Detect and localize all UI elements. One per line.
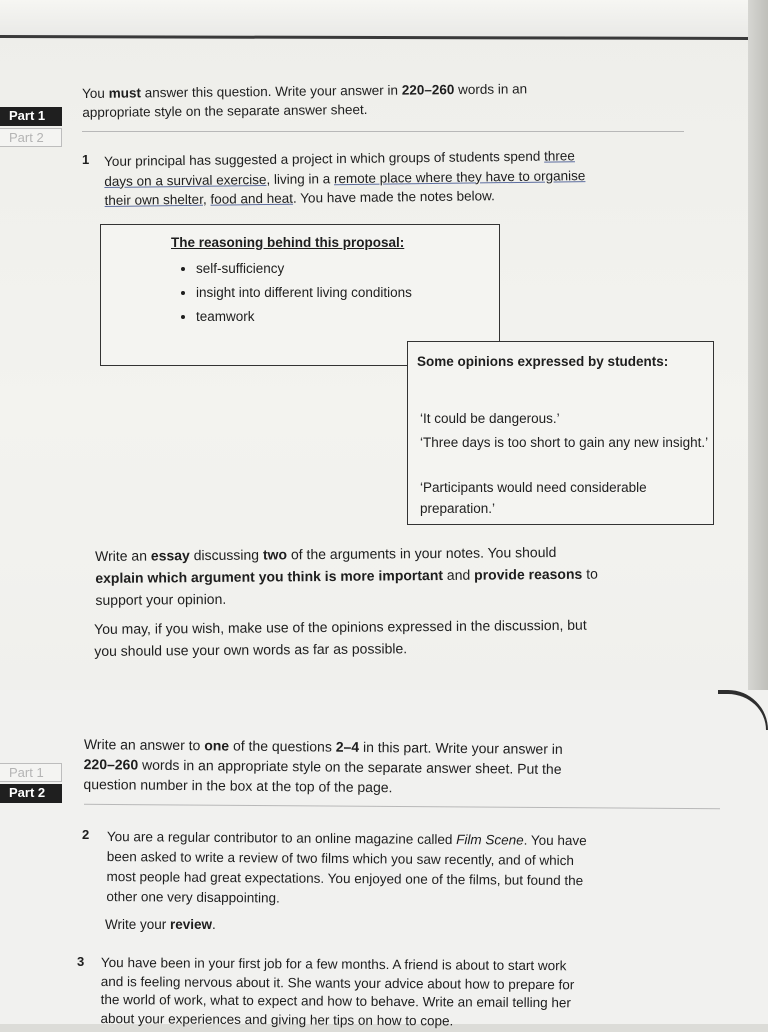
part2-instructions: Write an answer to one of the questions 2–4 in this part. Write your answer in 220–260 words in an appropriate style on the separate answer sheet. Put the question number in the box at the top of the page. — [83, 735, 563, 796]
opinions-box — [407, 341, 714, 525]
top-divider — [0, 35, 748, 40]
tab-part-1-inactive: Part 1 — [0, 763, 62, 782]
tab-part-1-active: Part 1 — [0, 107, 62, 126]
notes-list — [178, 257, 412, 329]
question-3-number: 3 — [77, 954, 85, 969]
optional-guidance: You may, if you wish, make use of the opinions expressed in the discussion, but you should use your own words as far as possible. — [94, 616, 587, 659]
opinion-quote: ‘Three days is too short to gain any new insight.’ — [420, 435, 709, 450]
notes-item: • self-sufficiency — [196, 257, 412, 281]
question-1-prompt: Your principal has suggested a project in which groups of students spend three days on a survival exercise, living in a remote place where they have to organise their own shelter, food and heat. You have made the notes below. — [104, 148, 586, 208]
part1-instructions: You must answer this question. Write your answer in 220–260 words in an appropriate style on the separate answer sheet. — [82, 81, 528, 120]
opinions-title: Some opinions expressed by students: — [417, 354, 669, 369]
essay-task: Write an essay discussing two of the arguments in your notes. You should explain which argument you think is more important and provide reasons to support your opinion. — [95, 543, 598, 608]
notes-item: • teamwork — [196, 305, 412, 329]
part1-divider — [82, 131, 684, 132]
previous-page-strip — [0, 0, 768, 38]
notes-item: • insight into different living conditions — [196, 281, 412, 305]
question-2-prompt: You are a regular contributor to an online magazine called Film Scene. You have been asked to write a review of two films which you saw recently, and of which most people had great expectations. You enjoyed one of the films, but found the other one very disappointing. — [106, 828, 587, 906]
question-2-number: 2 — [82, 827, 90, 842]
question-1-number: 1 — [82, 152, 90, 167]
question-3-prompt: You have been in your first job for a few months. A friend is about to start work and is feeling nervous about it. She wants your advice about how to prepare for the world of work, what to expect and how to behave. Write an email telling her about your experiences and giving her tips on how to cope. — [100, 955, 575, 1028]
tab-part-2-active: Part 2 — [0, 784, 62, 803]
notes-title: The reasoning behind this proposal: — [171, 235, 405, 250]
opinion-quote: ‘It could be dangerous.’ — [420, 411, 560, 426]
tab-part-2-inactive: Part 2 — [0, 128, 62, 147]
page-edge — [748, 0, 768, 700]
question-2-task: Write your review. — [105, 917, 216, 932]
opinion-quote: ‘Participants would need considerable preparation.’ — [420, 480, 647, 516]
